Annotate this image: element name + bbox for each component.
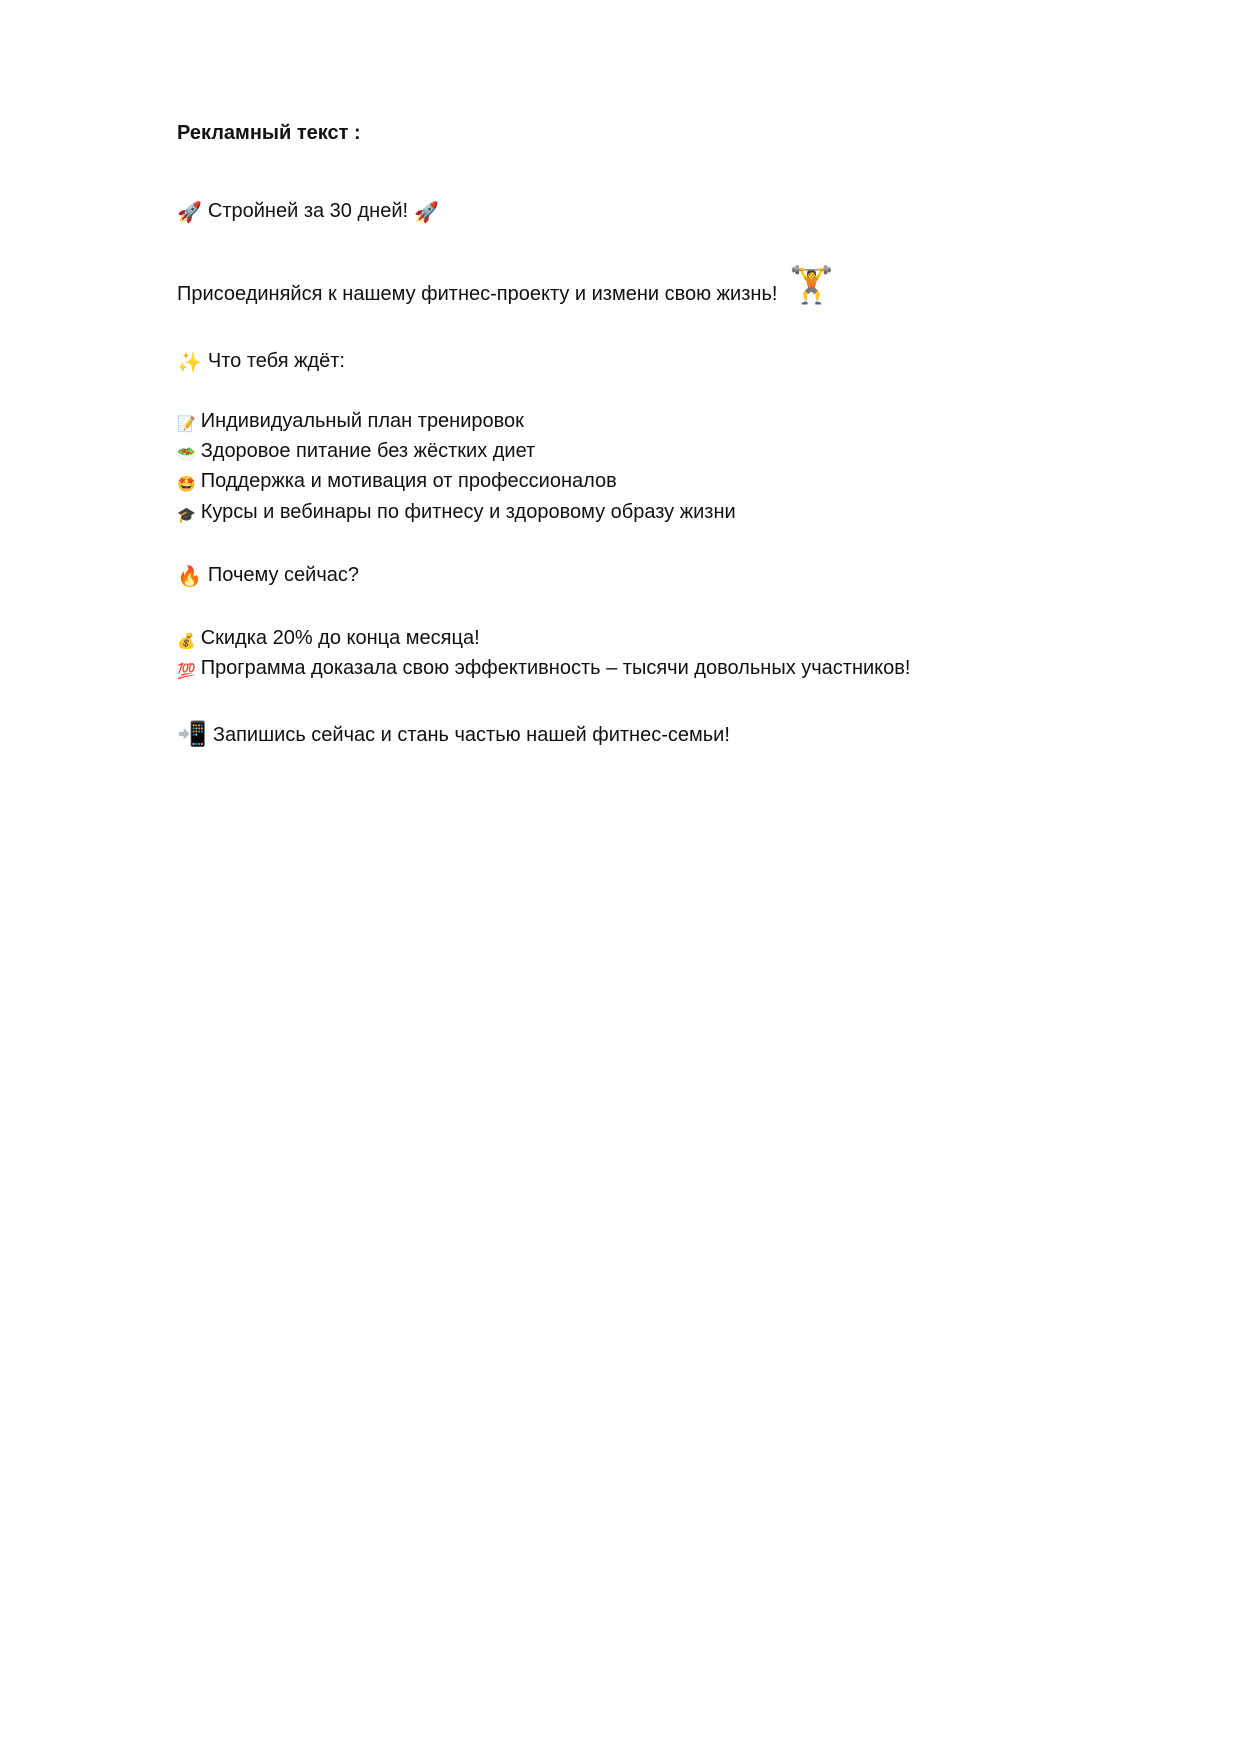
sparkles-icon: ✨: [177, 350, 202, 374]
star-struck-icon: 🤩: [177, 475, 196, 493]
document-heading: Рекламный текст :: [177, 122, 361, 144]
headline-text: Стройней за 30 дней!: [207, 200, 409, 222]
intro-text: Присоединяйся к нашему фитнес-проекту и измени свою жизнь!: [177, 283, 778, 305]
hundred-points-icon: 💯: [177, 662, 196, 680]
mobile-arrow-icon: 📲: [177, 720, 207, 748]
memo-icon: 📝: [177, 415, 196, 433]
money-bag-icon: 💰: [177, 632, 196, 650]
offer-header-text: Что тебя ждёт:: [207, 350, 345, 372]
salad-icon: 🥗: [177, 445, 196, 463]
list-item: 💰 Скидка 20% до конца месяца!: [177, 627, 480, 650]
call-to-action: [177, 721, 730, 747]
rocket-icon: 🚀: [414, 200, 439, 224]
intro-line: [177, 266, 834, 306]
why-header: [177, 563, 359, 587]
list-item: 📝 Индивидуальный план тренировок: [177, 410, 524, 433]
rocket-icon: 🚀: [177, 200, 202, 224]
list-item: 🥗 Здоровое питание без жёстких диет: [177, 440, 536, 463]
cta-text: Запишись сейчас и стань частью нашей фитнес-семьи!: [212, 724, 730, 746]
offer-header: [177, 349, 345, 373]
weightlifter-icon: 🏋: [789, 265, 835, 306]
fire-icon: 🔥: [177, 564, 202, 588]
list-item: 🎓 Курсы и вебинары по фитнесу и здоровому образу жизни: [177, 501, 736, 524]
list-item: 💯 Программа доказала свою эффективность – тысячи довольных участников!: [177, 657, 911, 680]
graduation-cap-icon: 🎓: [177, 506, 196, 524]
headline: [177, 199, 439, 223]
why-header-text: Почему сейчас?: [207, 564, 359, 586]
list-item: 🤩 Поддержка и мотивация от профессионалов: [177, 470, 617, 493]
